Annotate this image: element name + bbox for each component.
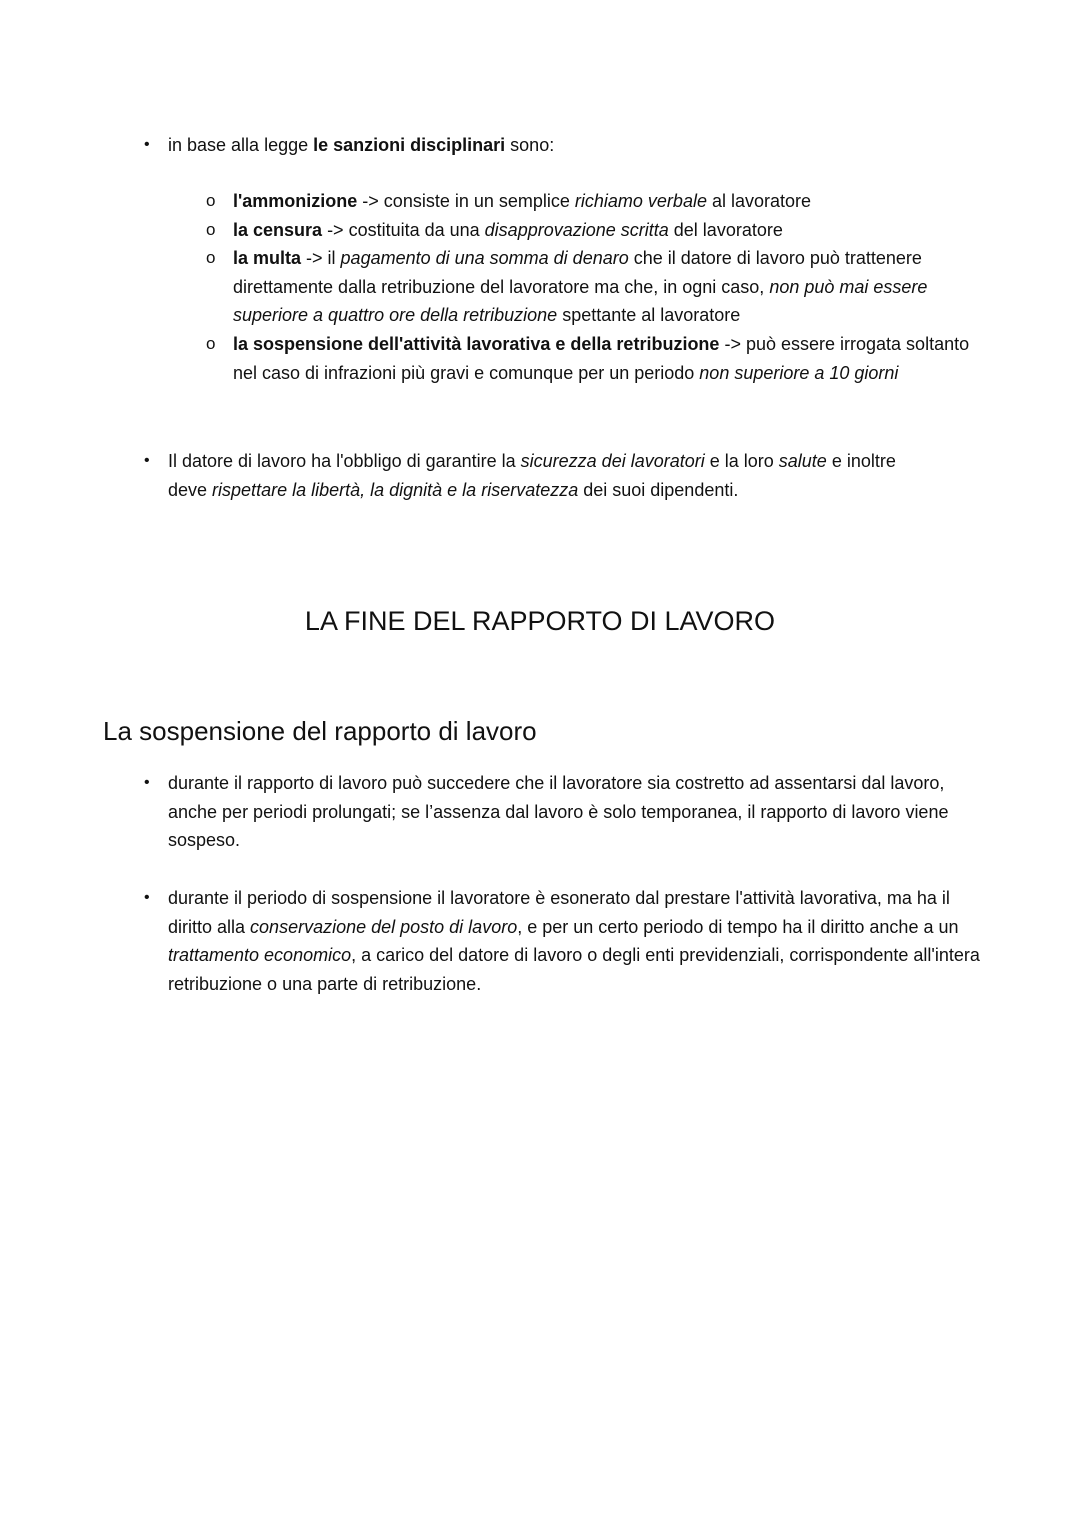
italic-text: rispettare la libertà, la dignità e la riservatezza (212, 479, 579, 500)
text-run: -> il (301, 248, 341, 268)
text-run: e inoltre deve (168, 451, 896, 500)
section-title: LA FINE DEL RAPPORTO DI LAVORO (304, 606, 776, 636)
text-run: -> consiste in un semplice (357, 191, 575, 211)
text-run: durante il periodo di sospensione il lavoratore è esonerato dal prestare l'attività lavorativa, ma ha il diritto alla (168, 888, 950, 937)
circle-bullet-icon: o (206, 248, 216, 267)
circle-bullet-icon: o (206, 191, 216, 210)
bold-text: la sospensione dell'attività lavorativa e della retribuzione (233, 334, 720, 354)
text-run: , e per un certo periodo di tempo ha il diritto anche a un (517, 916, 959, 937)
subitem-sospensione (206, 330, 978, 387)
bullet-sanzioni (144, 131, 988, 160)
item-text (168, 135, 554, 155)
italic-text: disapprovazione scritta (484, 220, 669, 240)
item-text (233, 191, 811, 211)
bullet-periodo-sospensione (144, 884, 983, 999)
text-run: durante il rapporto di lavoro può succedere che il lavoratore sia costretto ad assentarsi dal lavoro, anche per periodi prolungati; se l’assenza dal lavoro è solo temporanea, il rapporto di lavoro viene sospeso. (168, 773, 949, 851)
italic-text: conservazione del posto di lavoro (250, 916, 518, 937)
text-run: dei suoi dipendenti. (578, 479, 739, 500)
subsection-title: La sospensione del rapporto di lavoro (103, 716, 537, 746)
circle-bullet-icon: o (206, 334, 216, 353)
item-text (168, 888, 980, 994)
subitem-multa (206, 244, 978, 330)
bullet-icon: • (144, 774, 150, 791)
text-run: , a carico del datore di lavoro o degli enti previdenziali, corrispondente all'intera retribuzione o una parte di retribuzione. (168, 945, 980, 995)
text-run: -> costituita da una (322, 220, 485, 240)
bold-text: l'ammonizione (233, 191, 358, 211)
item-text (233, 248, 927, 325)
subitem-ammonizione (206, 187, 993, 216)
bullet-assenza (144, 769, 983, 855)
bold-text: la multa (233, 248, 302, 268)
text-run: del lavoratore (668, 220, 783, 240)
item-text (168, 451, 896, 500)
bold-text: le sanzioni disciplinari (313, 135, 506, 155)
bullet-icon: • (144, 452, 150, 469)
text-run: Il datore di lavoro ha l'obbligo di garantire la (168, 451, 521, 471)
bullet-icon: • (144, 136, 150, 153)
text-run: in base alla legge (168, 135, 314, 155)
text-run: al lavoratore (706, 191, 812, 211)
item-text (233, 334, 969, 383)
italic-text: richiamo verbale (574, 191, 707, 211)
italic-text: non superiore a 10 giorni (699, 362, 899, 383)
circle-bullet-icon: o (206, 220, 216, 239)
italic-text: salute (778, 451, 827, 471)
italic-text: non può mai essere superiore a quattro ore della retribuzione (233, 276, 928, 326)
text-run: e la loro (704, 451, 779, 471)
text-run: -> può essere irrogata soltanto nel caso di infrazioni più gravi e comunque per un periodo (233, 334, 970, 383)
italic-text: sicurezza dei lavoratori (520, 451, 705, 471)
bold-text: la censura (233, 220, 323, 240)
subitem-censura (206, 216, 993, 245)
item-text (168, 773, 948, 850)
bullet-datore-obblighi (144, 447, 938, 504)
italic-text: trattamento economico (168, 945, 352, 966)
bullet-icon: • (144, 889, 150, 906)
item-text (233, 220, 783, 240)
text-run: sono: (505, 135, 555, 155)
italic-text: pagamento di una somma di denaro (340, 248, 629, 268)
text-run: che il datore di lavoro può trattenere direttamente dalla retribuzione del lavoratore ma che, in ogni caso, (233, 248, 922, 297)
text-run: spettante al lavoratore (557, 305, 741, 326)
